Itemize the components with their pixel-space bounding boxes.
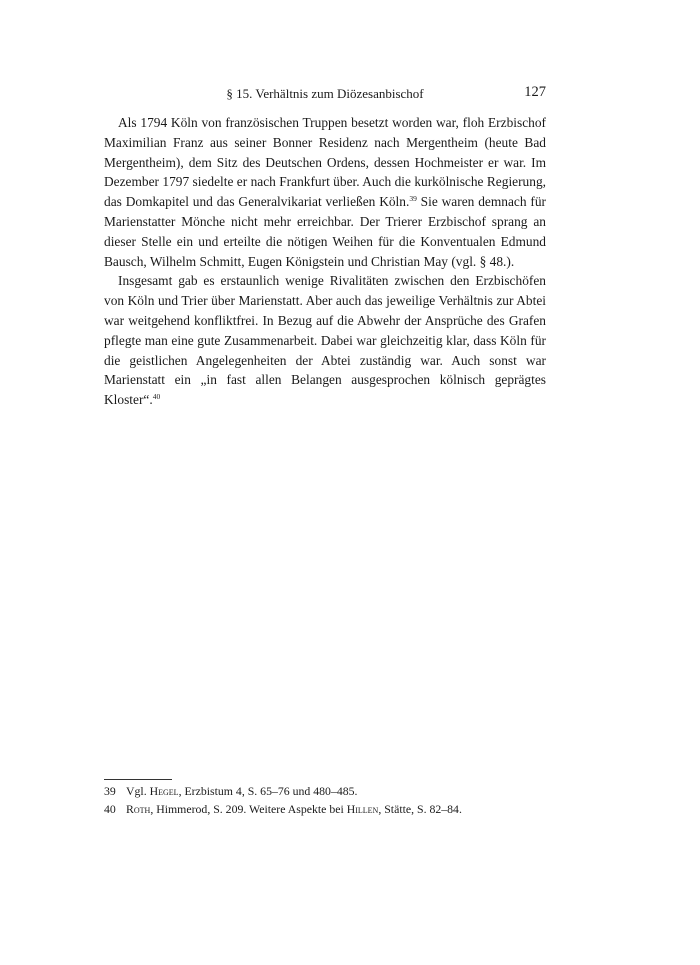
running-header — [104, 84, 546, 104]
running-title: § 15. Verhältnis zum Diözesanbischof — [226, 86, 424, 101]
body-text — [104, 113, 546, 410]
paragraph-text: Als 1794 Köln von französischen Truppen besetzt worden war, floh Erzbischof Maximilian Franz aus seiner Bonner Residenz nach Mergentheim (heute Bad Mergentheim), dem Sitz des Deutschen Ordens, dessen Hochmeister er war. Im Dezember 1797 siedelte er nach Frankfurt über. Auch die kurkölnische Regierung, das Domkapitel und das Generalvikariat verließen Köln. — [104, 115, 546, 210]
footnote-author: Hillen — [346, 801, 379, 816]
footnote-rest: , Himmerod, S. 209. Weitere Aspekte bei — [150, 801, 347, 816]
footnote-author: Roth — [126, 801, 151, 816]
footnote-text — [126, 801, 462, 819]
footnote-ref[interactable]: 40 — [152, 392, 161, 402]
footnote-author: Hegel — [149, 784, 179, 798]
footnote-separator — [104, 779, 172, 780]
footnote — [104, 801, 546, 819]
page-number: 127 — [524, 84, 546, 100]
footnote-text — [126, 783, 358, 801]
paragraph — [104, 113, 546, 271]
footnote-number: 40 — [104, 801, 116, 816]
footnote — [104, 783, 546, 801]
footnote-rest: , Erzbistum 4, S. 65–76 und 480–485. — [178, 784, 358, 798]
footnote-rest: , Stätte, S. 82–84. — [378, 801, 462, 816]
footnote-prefix: Vgl. — [126, 784, 150, 798]
footnotes — [104, 783, 546, 818]
footnote-ref[interactable]: 39 — [409, 194, 417, 204]
footnote-number: 39 — [104, 784, 116, 798]
paragraph — [104, 271, 546, 410]
paragraph-text: Sie waren demnach für Marienstatter Mönche nicht mehr erreichbar. Der Trierer Erzbischof sprang an dieser Stelle ein und erteilte die nötigen Weihen für die Konventualen Edmund Bausch, Wilhelm Schmitt, Eugen Königstein und Christian May (vgl. § 48.). — [104, 194, 546, 269]
paragraph-text: Insgesamt gab es erstaunlich wenige Rivalitäten zwischen den Erzbischöfen von Köln und Trier über Marienstatt. Aber auch das jeweilige Verhältnis zur Abtei war weitgehend konfliktfrei. In Bezug auf die Abwehr der Ansprüche des Grafen pflegte man eine gute Zusammenarbeit. Dabei war gleichzeitig klar, dass Köln für die geistlichen Angelegenheiten der Abtei zuständig war. Auch sonst war Marienstatt ein „in fast allen Belangen ausgesprochen kölnisch geprägtes Kloster“. — [104, 273, 546, 408]
